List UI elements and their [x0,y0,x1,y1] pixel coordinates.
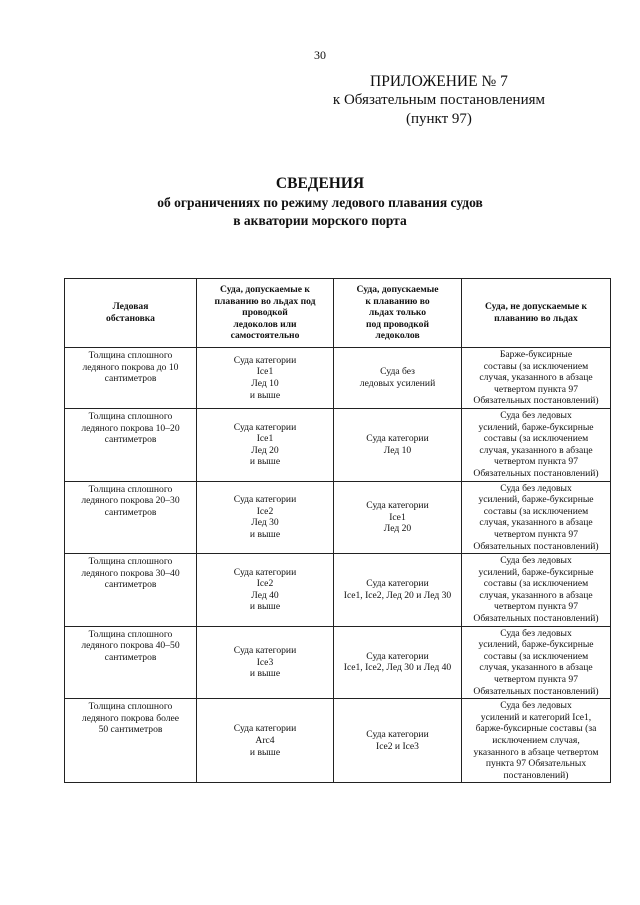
appendix-block [333,72,545,129]
cell-allowed-escort-only: Суда без ледовых усилений [334,348,462,409]
page-number: 30 [314,48,326,62]
cell-not-allowed: Суда без ледовых усилений и категорий Ice1, барже-буксирные составы (за исключением случая, указанного в абзаце четвертом пункта 97 Обязательных постановлений) [462,699,611,783]
header-not-allowed: Суда, не допускаемые к плаванию во льдах [462,279,611,348]
ice-restrictions-table [64,278,611,783]
document-subtitle-line2: в акватории морского порта [233,213,407,228]
cell-allowed-independent: Суда категории Ice2 Лед 30 и выше [197,481,334,554]
header-ice-conditions: Ледовая обстановка [65,279,197,348]
cell-allowed-escort-only: Суда категории Ice1 Лед 20 [334,481,462,554]
table-row [65,626,611,699]
cell-ice-condition: Толщина сплошного ледяного покрова 10–20 сантиметров [65,408,197,481]
table-row [65,554,611,627]
cell-not-allowed: Суда без ледовых усилений, барже-буксирные составы (за исключением случая, указанного в абзаце четвертом пункта 97 Обязательных постановлений) [462,408,611,481]
cell-ice-condition: Толщина сплошного ледяного покрова 30–40 сантиметров [65,554,197,627]
table-row [65,481,611,554]
cell-ice-condition: Толщина сплошного ледяного покрова более 50 сантиметров [65,699,197,783]
cell-not-allowed: Суда без ледовых усилений, барже-буксирные составы (за исключением случая, указанного в абзаце четвертом пункта 97 Обязательных постановлений) [462,626,611,699]
table-row [65,348,611,409]
cell-allowed-independent: Суда категории Ice2 Лед 40 и выше [197,554,334,627]
appendix-reference: к Обязательным постановлениям [332,92,545,108]
cell-not-allowed: Суда без ледовых усилений, барже-буксирные составы (за исключением случая, указанного в абзаце четвертом пункта 97 Обязательных постановлений) [462,554,611,627]
table-header-row [65,279,611,348]
cell-not-allowed: Барже-буксирные составы (за исключением случая, указанного в абзаце четвертом пункта 97 Обязательных постановлений) [462,348,611,409]
header-allowed-escort-only: Суда, допускаемые к плаванию во льдах только под проводкой ледоколов [334,279,462,348]
cell-allowed-independent: Суда категории Ice3 и выше [197,626,334,699]
cell-ice-condition: Толщина сплошного ледяного покрова до 10 сантиметров [65,348,197,409]
cell-not-allowed: Суда без ледовых усилений, барже-буксирные составы (за исключением случая, указанного в абзаце четвертом пункта 97 Обязательных постановлений) [462,481,611,554]
cell-allowed-escort-only: Суда категории Ice1, Ice2, Лед 30 и Лед 40 [334,626,462,699]
cell-allowed-independent: Суда категории Arc4 и выше [197,699,334,783]
cell-allowed-escort-only: Суда категории Ice2 и Ice3 [334,699,462,783]
table-row [65,699,611,783]
cell-ice-condition: Толщина сплошного ледяного покрова 40–50 сантиметров [65,626,197,699]
header-allowed-independent: Суда, допускаемые к плаванию во льдах под проводкой ледоколов или самостоятельно [197,279,334,348]
cell-allowed-independent: Суда категории Ice1 Лед 10 и выше [197,348,334,409]
cell-allowed-escort-only: Суда категории Ice1, Ice2, Лед 20 и Лед 30 [334,554,462,627]
document-title: СВЕДЕНИЯ [275,175,365,192]
appendix-clause: (пункт 97) [405,111,472,127]
document-heading [0,174,640,230]
table-row [65,408,611,481]
document-subtitle-line1: об ограничениях по режиму ледового плавания судов [157,195,483,210]
cell-allowed-independent: Суда категории Ice1 Лед 20 и выше [197,408,334,481]
appendix-title: ПРИЛОЖЕНИЕ № 7 [370,73,508,90]
cell-allowed-escort-only: Суда категории Лед 10 [334,408,462,481]
cell-ice-condition: Толщина сплошного ледяного покрова 20–30 сантиметров [65,481,197,554]
